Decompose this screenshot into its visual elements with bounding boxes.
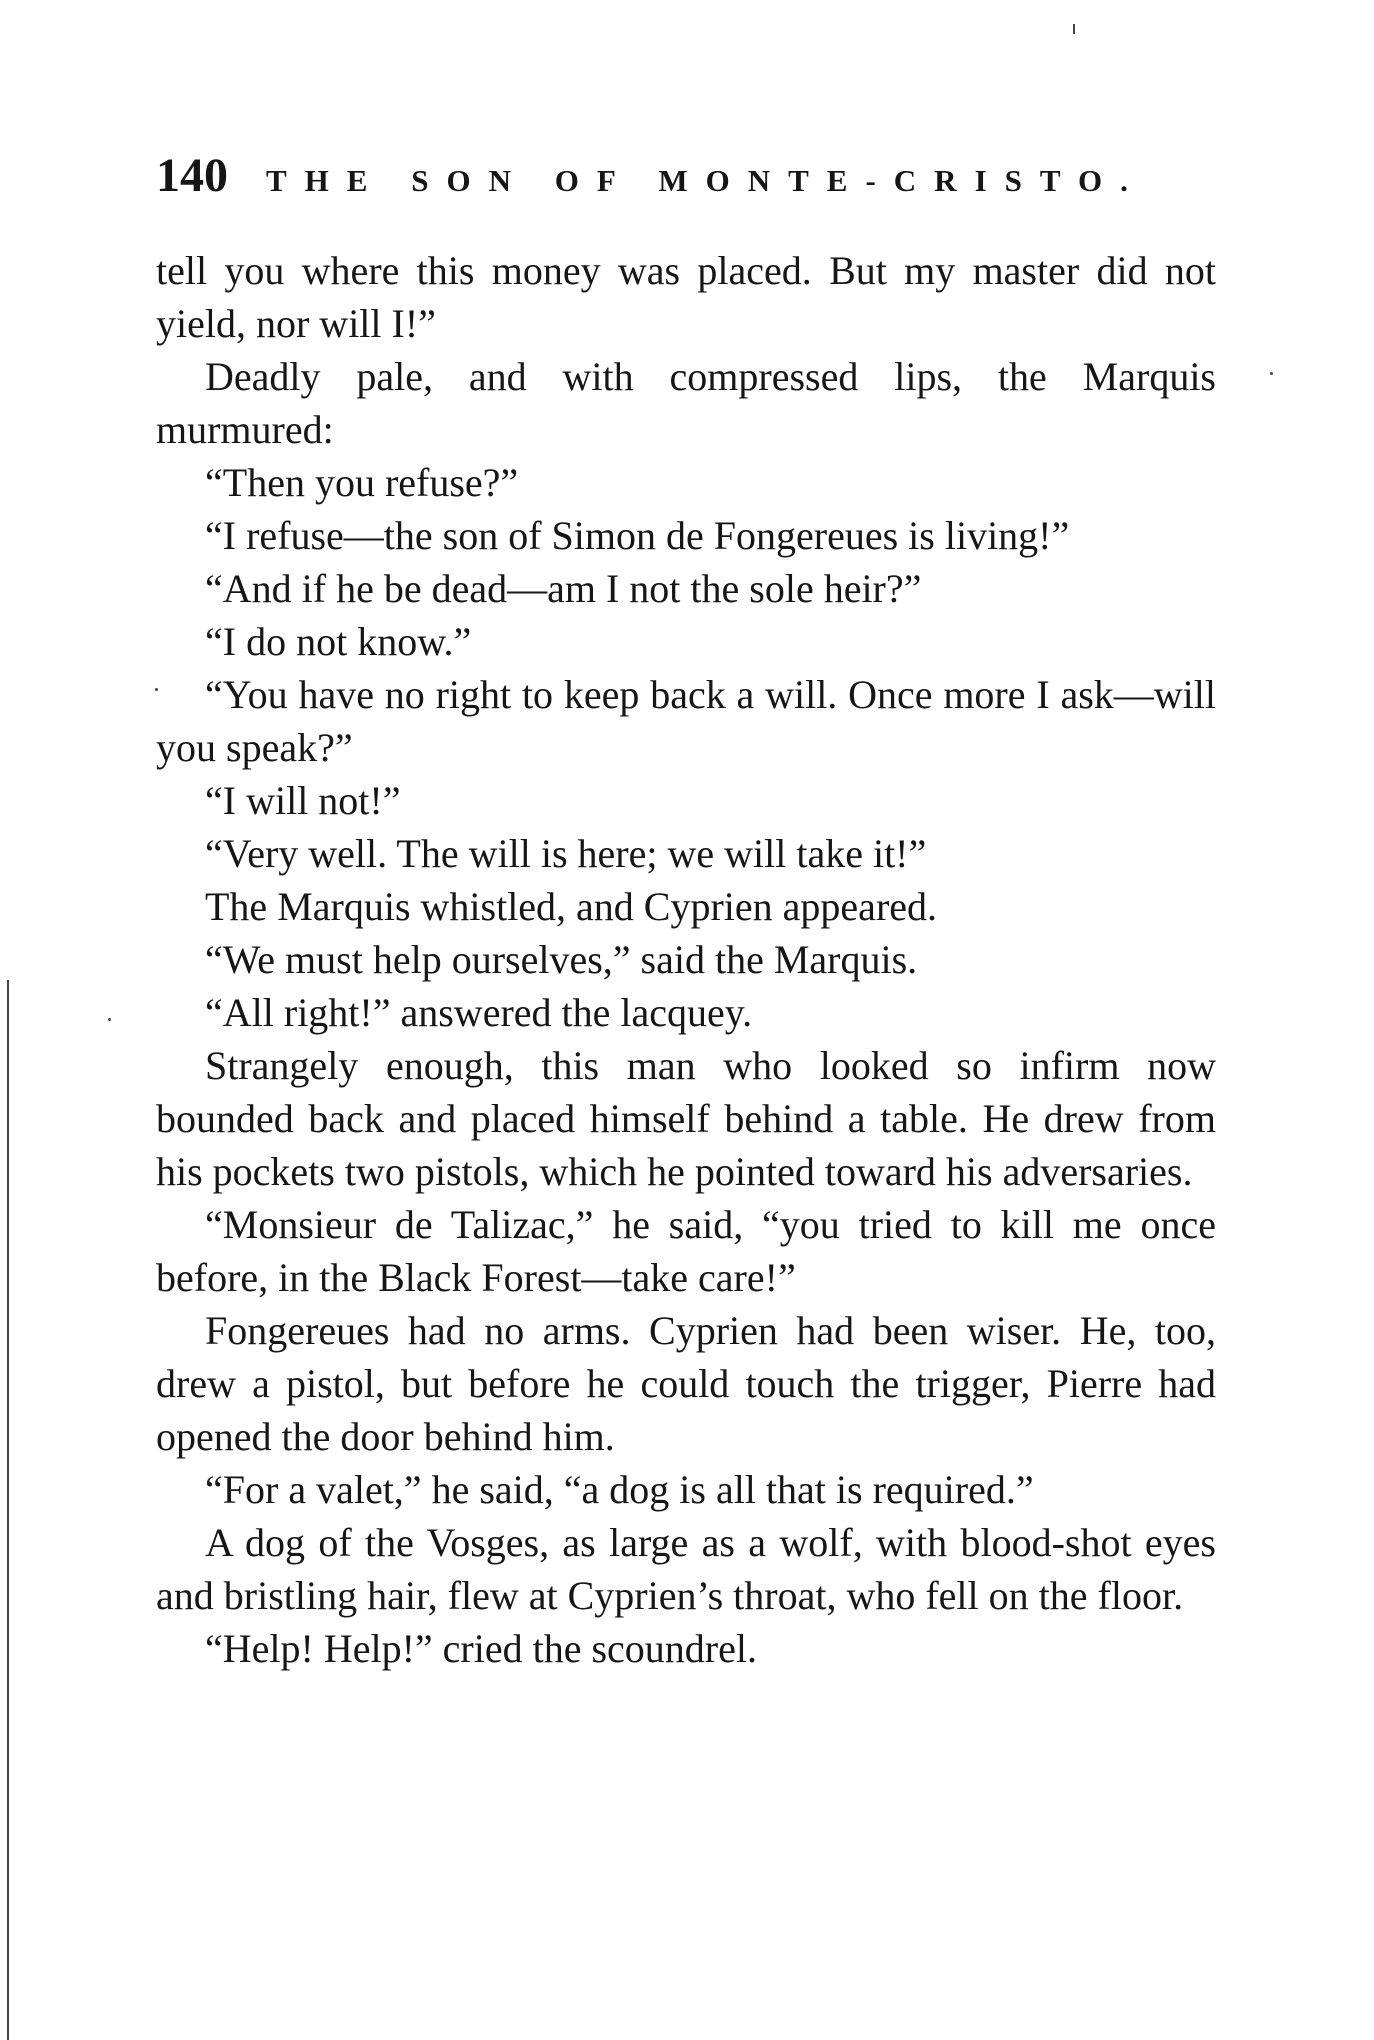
page-header bbox=[156, 148, 1216, 203]
paragraph: “And if he be dead—am I not the sole heir?” bbox=[205, 566, 922, 611]
body-text bbox=[156, 244, 1216, 1675]
running-title: THE SON OF MONTE-CRISTO. bbox=[266, 163, 1146, 198]
paragraph: A dog of the Vosges, as large as a wolf, with blood-shot eyes and bristling hair, flew at Cyprien’s throat, who fell on the floor. bbox=[156, 1520, 1216, 1618]
paragraph: Deadly pale, and with compressed lips, the Marquis murmured: bbox=[156, 354, 1216, 452]
paragraph: “We must help ourselves,” said the Marquis. bbox=[205, 937, 918, 982]
print-speck bbox=[1270, 372, 1273, 375]
paragraph: “I do not know.” bbox=[205, 619, 472, 664]
paragraph: tell you where this money was placed. But my master did not yield, nor will I!” bbox=[156, 248, 1216, 346]
page-edge-line bbox=[7, 980, 9, 2040]
paragraph: “Help! Help!” cried the scoundrel. bbox=[205, 1626, 757, 1671]
paragraph: Fongereues had no arms. Cyprien had been wiser. He, too, drew a pistol, but before he could touch the trigger, Pierre had opened the door behind him. bbox=[156, 1308, 1216, 1459]
paragraph: “All right!” answered the lacquey. bbox=[205, 990, 753, 1035]
print-speck bbox=[1073, 24, 1075, 34]
paragraph: “Then you refuse?” bbox=[205, 460, 519, 505]
paragraph: “Very well. The will is here; we will take it!” bbox=[205, 831, 927, 876]
paragraph: “For a valet,” he said, “a dog is all that is required.” bbox=[205, 1467, 1034, 1512]
page-number: 140 bbox=[156, 149, 228, 202]
print-speck bbox=[108, 1018, 111, 1021]
paragraph: “I will not!” bbox=[205, 778, 401, 823]
paragraph: “You have no right to keep back a will. Once more I ask—will you speak?” bbox=[156, 672, 1216, 770]
paragraph: “Monsieur de Talizac,” he said, “you tried to kill me once before, in the Black Forest—take care!” bbox=[156, 1202, 1216, 1300]
paragraph: Strangely enough, this man who looked so infirm now bounded back and placed himself behind a table. He drew from his pockets two pistols, which he pointed toward his adversaries. bbox=[156, 1043, 1216, 1194]
paragraph: The Marquis whistled, and Cyprien appeared. bbox=[205, 884, 938, 929]
paragraph: “I refuse—the son of Simon de Fongereues is living!” bbox=[205, 513, 1070, 558]
